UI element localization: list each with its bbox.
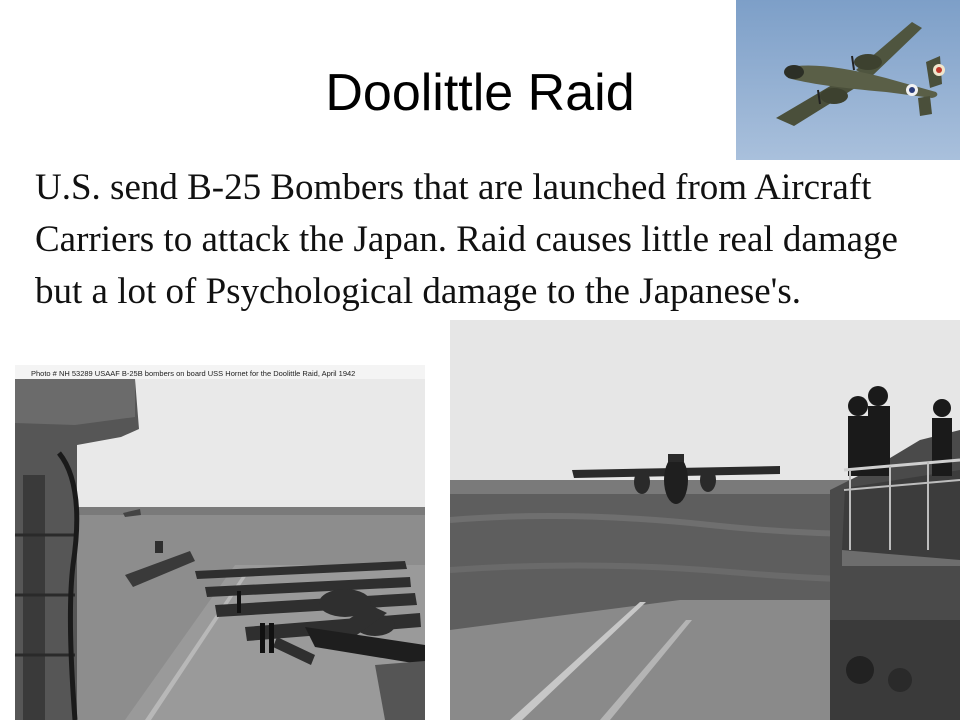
photo-caption: Photo # NH 53289 USAAF B-25B bombers on board USS Hornet for the Doolittle Raid, April 1942 xyxy=(31,369,356,378)
slide-body-text: U.S. send B-25 Bombers that are launched from Aircraft Carriers to attack the Japan. Raid causes little real damage but a lot of Psychological damage to the Japanese's. xyxy=(35,167,898,312)
takeoff-photo xyxy=(450,320,960,720)
slide-title: Doolittle Raid xyxy=(325,64,635,122)
takeoff-image xyxy=(450,320,960,720)
hornet-deck-image xyxy=(15,365,425,720)
hornet-deck-photo xyxy=(15,365,425,720)
